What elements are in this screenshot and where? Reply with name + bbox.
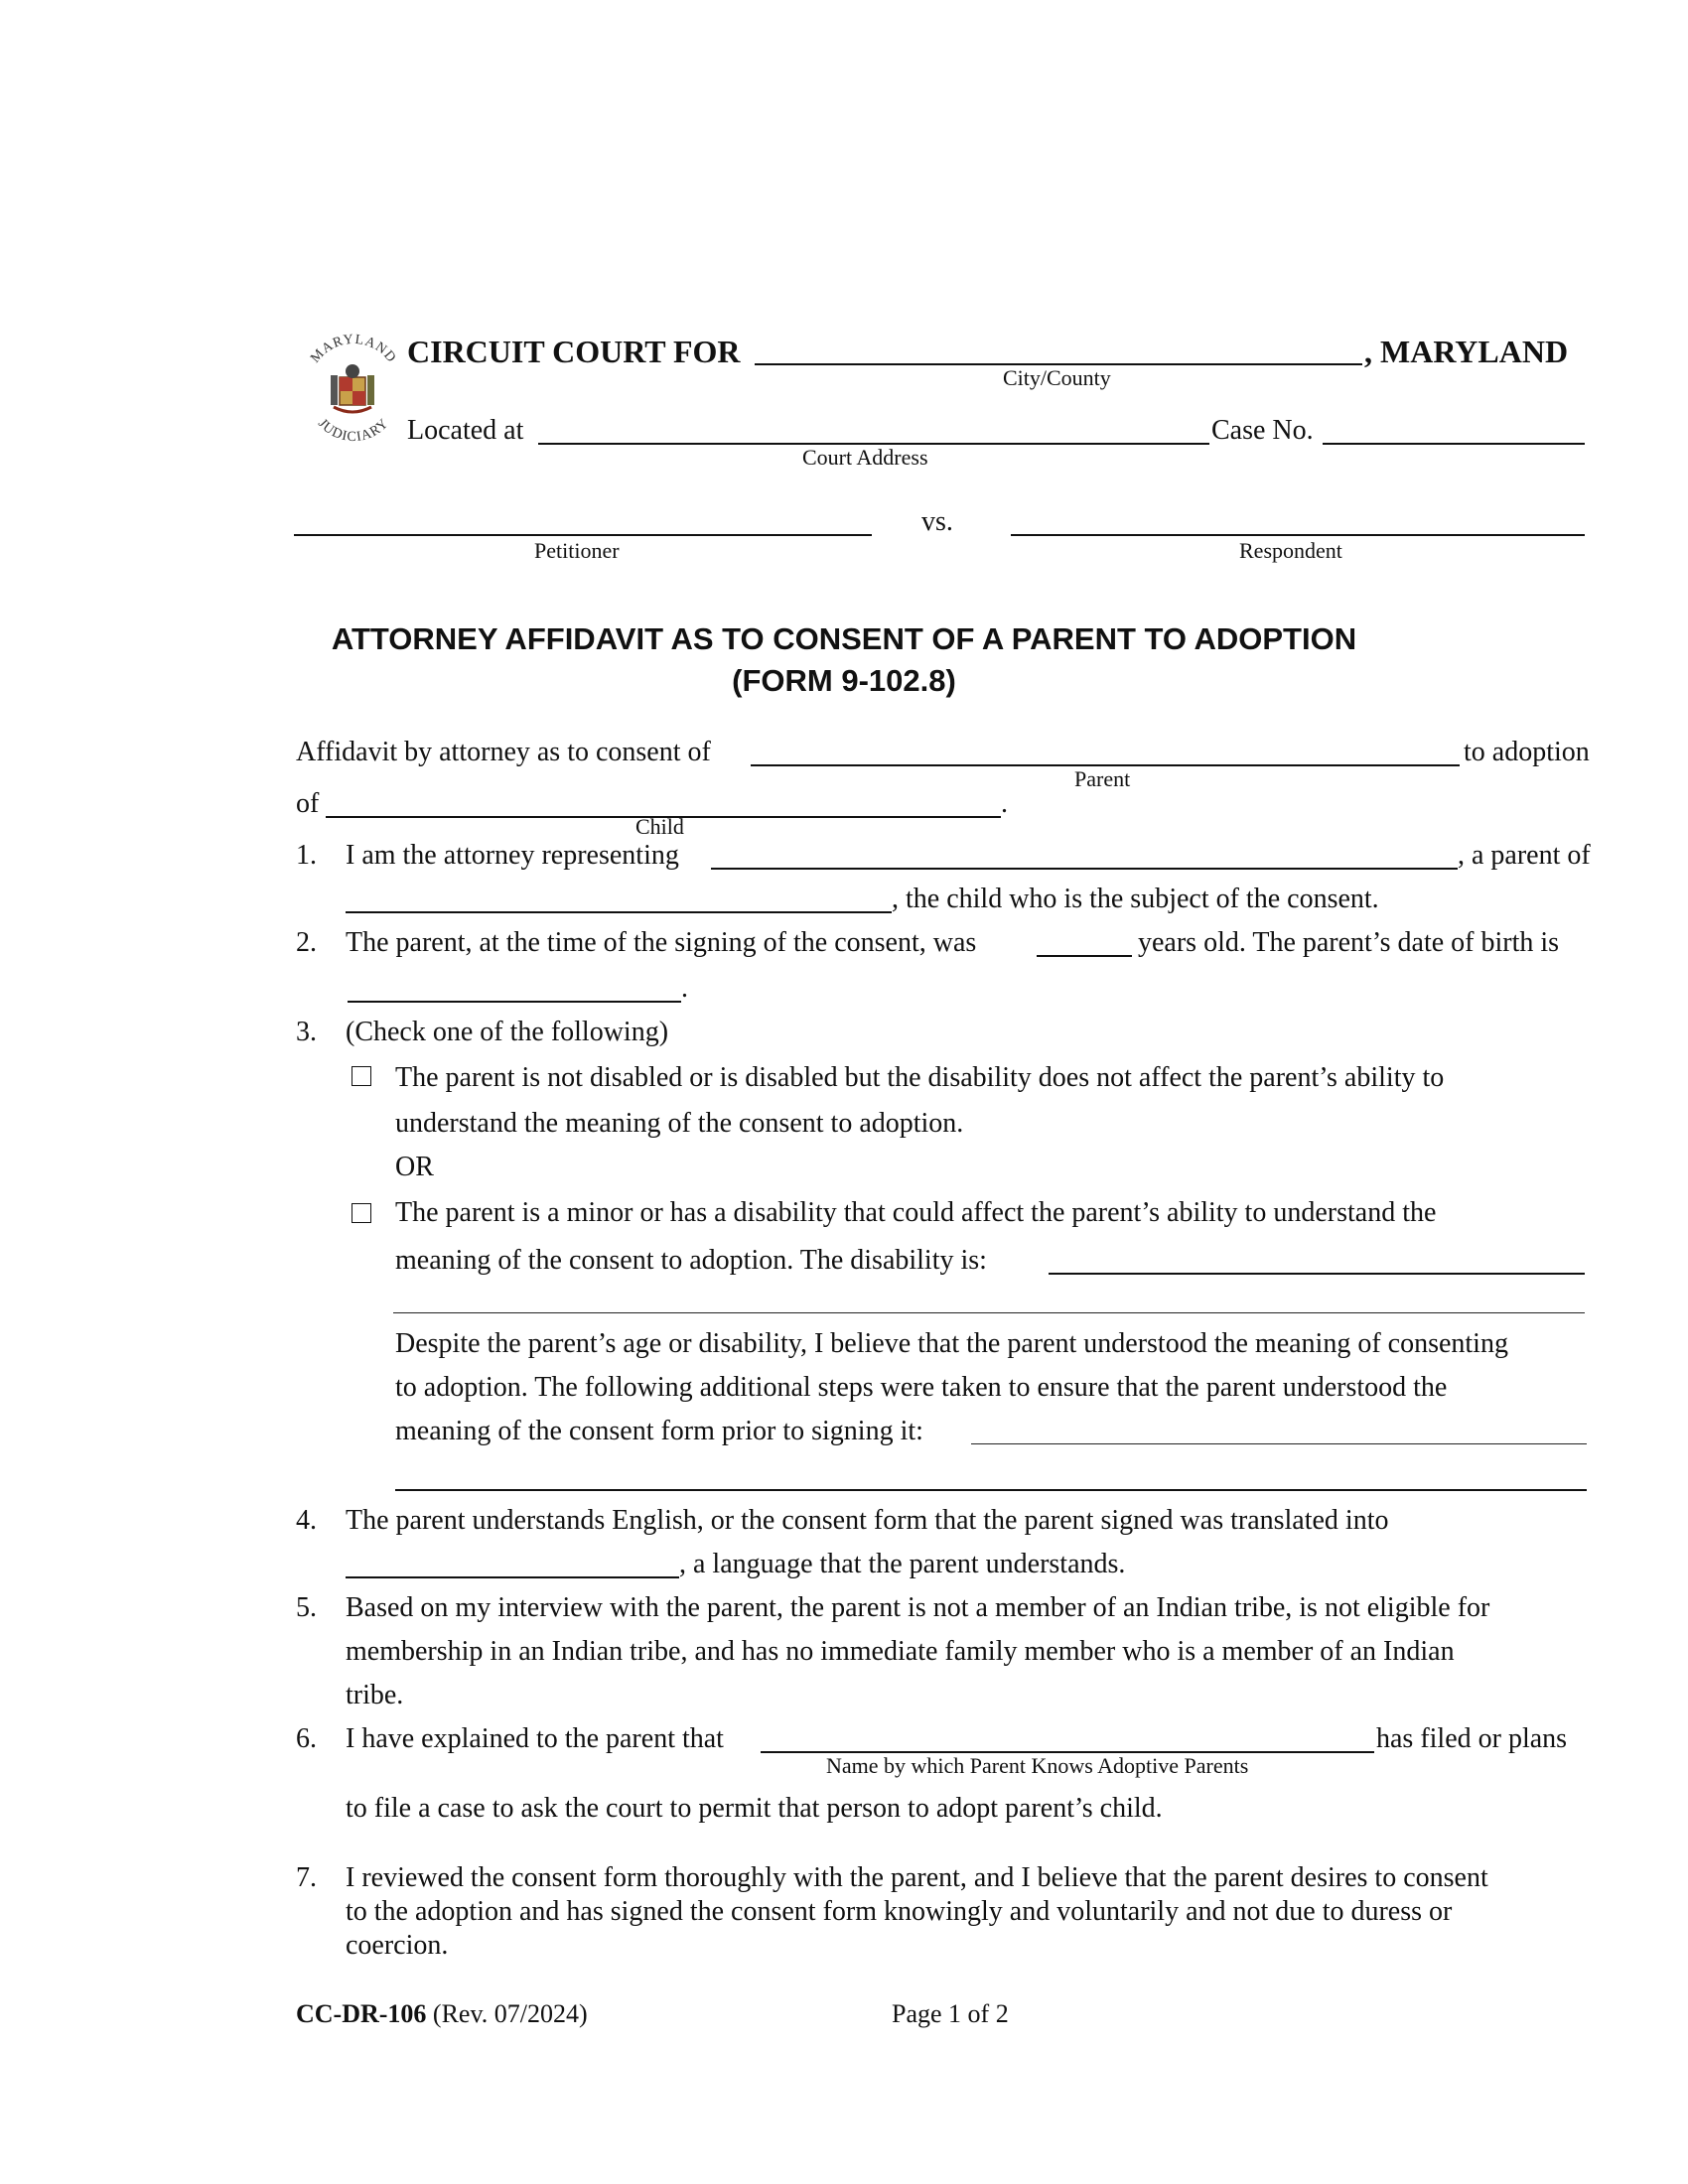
option-1-line-1: The parent is not disabled or is disabled but the disability does not affect the parent’s ability to (395, 1062, 1445, 1093)
item-4-line-2: , a language that the parent understands. (679, 1549, 1126, 1579)
intro-suffix: to adoption (1464, 737, 1590, 767)
attorney-client-field[interactable] (711, 868, 1458, 870)
item-3-heading: (Check one of the following) (346, 1017, 669, 1047)
minor-or-disabled-checkbox[interactable] (352, 1203, 371, 1223)
item-6-number: 6. (296, 1723, 317, 1754)
item-5-line-1: Based on my interview with the parent, the parent is not a member of an Indian tribe, is not eligible for (346, 1592, 1490, 1623)
item-4-line-1: The parent understands English, or the consent form that the parent signed was translated into (346, 1505, 1389, 1536)
option-1-line-2: understand the meaning of the consent to adoption. (395, 1108, 964, 1139)
form-number: (FORM 9-102.8) (732, 663, 956, 698)
item-1-text-a: I am the attorney representing (346, 840, 679, 871)
city-county-caption: City/County (1003, 365, 1111, 390)
additional-steps-field[interactable] (971, 1443, 1587, 1444)
maryland-judiciary-seal (298, 326, 409, 445)
footer-form-id (296, 2001, 588, 2027)
svg-text:MARYLAND (308, 333, 399, 366)
child-caption: Child (635, 814, 684, 839)
parent-caption: Parent (1074, 766, 1131, 791)
not-disabled-checkbox[interactable] (352, 1066, 371, 1086)
item-2-text-b: years old. The parent’s date of birth is (1138, 927, 1560, 958)
item-7-line-3: coercion. (346, 1930, 449, 1961)
item-7-line-2: to the adoption and has signed the consent form knowingly and voluntarily and not due to duress or (346, 1896, 1453, 1927)
parent-age-field[interactable] (1037, 955, 1132, 957)
despite-line-1: Despite the parent’s age or disability, I believe that the parent understood the meaning of consenting (395, 1328, 1508, 1359)
court-title-suffix: , MARYLAND (1364, 334, 1569, 369)
despite-line-2: to adoption. The following additional steps were taken to ensure that the parent understood the (395, 1372, 1448, 1403)
form-id: CC-DR-106 (296, 1999, 427, 2028)
intro-prefix: Affidavit by attorney as to consent of (296, 737, 711, 767)
form-title: ATTORNEY AFFIDAVIT AS TO CONSENT OF A PARENT TO ADOPTION (331, 621, 1357, 656)
located-at-label: Located at (407, 415, 524, 446)
seal-text-bottom: JUDICIARY (315, 416, 392, 445)
item-5-line-2: membership in an Indian tribe, and has no immediate family member who is a member of an Indian (346, 1636, 1455, 1667)
form-revision: (Rev. 07/2024) (432, 1999, 588, 2028)
court-address-caption: Court Address (802, 445, 928, 470)
item-6-text-a: I have explained to the parent that (346, 1723, 724, 1754)
page-number: Page 1 of 2 (892, 1999, 1009, 2028)
petitioner-field[interactable] (294, 534, 872, 536)
intro-period: . (1001, 788, 1008, 819)
svg-text:JUDICIARY (315, 416, 392, 445)
option-2-line-2: meaning of the consent to adoption. The disability is: (395, 1245, 987, 1276)
additional-steps-field-continued[interactable] (395, 1489, 1587, 1491)
child-subject-field[interactable] (346, 911, 892, 913)
item-2-number: 2. (296, 927, 317, 958)
case-no-label: Case No. (1211, 415, 1314, 446)
item-1-text-b: , a parent of (1458, 840, 1591, 871)
or-label: OR (395, 1152, 434, 1182)
disability-field-continued[interactable] (393, 1312, 1585, 1313)
item-2-text-a: The parent, at the time of the signing of the consent, was (346, 927, 977, 958)
case-no-field[interactable] (1323, 443, 1585, 445)
translation-language-field[interactable] (346, 1576, 679, 1578)
petitioner-caption: Petitioner (534, 538, 620, 563)
item-1-text-c: , the child who is the subject of the consent. (892, 884, 1379, 914)
item-2-text-c: . (681, 973, 688, 1004)
respondent-field[interactable] (1011, 534, 1585, 536)
item-1-number: 1. (296, 840, 317, 871)
vs-label: vs. (921, 506, 953, 537)
intro-of: of (296, 788, 320, 819)
despite-line-3: meaning of the consent form prior to signing it: (395, 1416, 923, 1446)
adoptive-parents-caption: Name by which Parent Knows Adoptive Parents (826, 1753, 1249, 1778)
item-7-line-1: I reviewed the consent form thoroughly with the parent, and I believe that the parent desires to consent (346, 1862, 1488, 1893)
item-5-number: 5. (296, 1592, 317, 1623)
item-3-number: 3. (296, 1017, 317, 1047)
option-2-line-1: The parent is a minor or has a disability that could affect the parent’s ability to understand the (395, 1197, 1437, 1228)
item-6-line-2: to file a case to ask the court to permit that person to adopt parent’s child. (346, 1793, 1163, 1824)
respondent-caption: Respondent (1239, 538, 1342, 563)
court-title-prefix: CIRCUIT COURT FOR (407, 334, 741, 369)
item-5-line-3: tribe. (346, 1680, 404, 1710)
disability-field[interactable] (1049, 1273, 1585, 1275)
item-7-number: 7. (296, 1862, 317, 1893)
seal-text-top: MARYLAND (308, 332, 399, 366)
item-4-number: 4. (296, 1505, 317, 1536)
item-6-text-b: has filed or plans (1376, 1723, 1568, 1754)
parent-dob-field[interactable] (348, 1001, 681, 1003)
seal-icon (298, 326, 409, 445)
